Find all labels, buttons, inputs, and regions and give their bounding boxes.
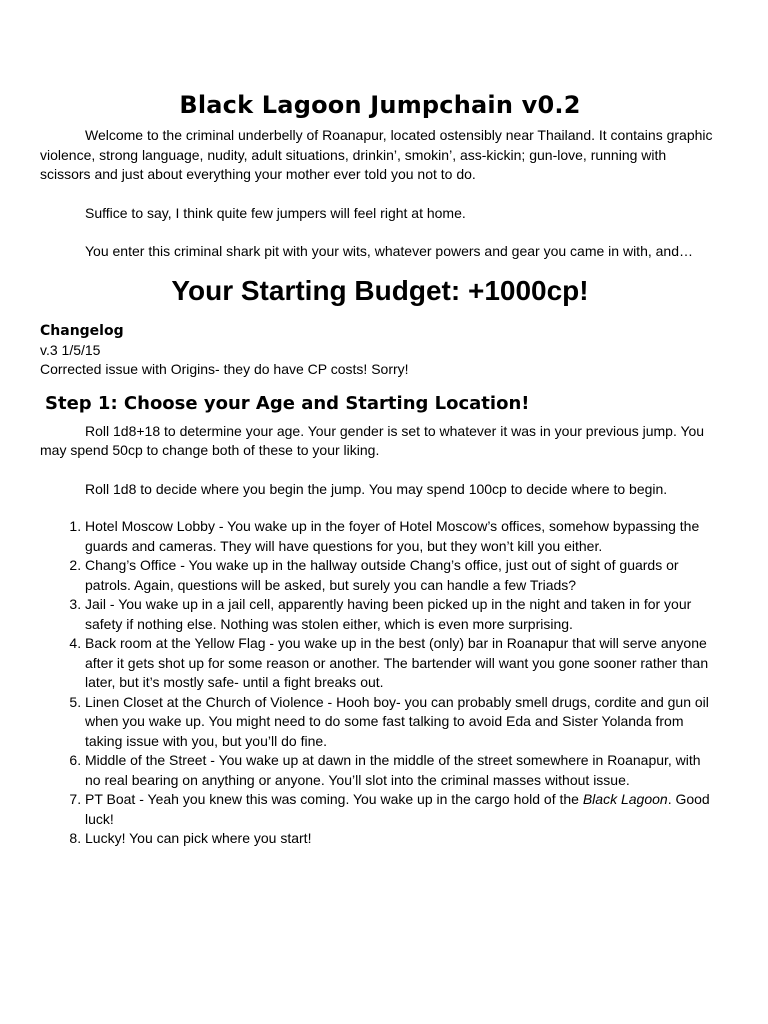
age-paragraph: Roll 1d8+18 to determine your age. Your gender is set to whatever it was in your previous jump. You may spend 50cp to change both of these to your liking. [40, 422, 705, 458]
list-item: 8. Lucky! You can pick where you start! [85, 829, 720, 849]
pt-boat-ship-name: Black Lagoon [582, 791, 668, 807]
document-page [40, 90, 720, 849]
intro-enter-paragraph: You enter this criminal shark pit with your wits, whatever powers and gear you came in with, and… [85, 243, 693, 259]
starting-location-list [40, 517, 720, 849]
spacer [40, 461, 720, 480]
list-item [85, 790, 720, 829]
location-paragraph: Roll 1d8 to decide where you begin the jump. You may spend 100cp to decide where to begin. [85, 480, 668, 497]
step1-heading: Step 1: Choose your Age and Starting Location! [45, 392, 530, 414]
pt-boat-text: PT Boat - Yeah you knew this was coming. You wake up in the cargo hold of the [85, 791, 583, 807]
list-item: 3. Jail - You wake up in a jail cell, apparently having been picked up in the night and taken in for your safety if nothing else. Nothing was stolen either, which is even more surprising. [85, 595, 720, 634]
list-item: 5. Linen Closet at the Church of Violence - Hooh boy- you can probably smell drugs, cordite and gun oil when you wake up. You might need to do some fast talking to avoid Eda and Sister Yolanda from taking issue with you, but you’ll do fine. [85, 693, 720, 752]
pt-boat-text-end: . Good luck! [85, 791, 710, 827]
starting-budget-heading: Your Starting Budget: +1000cp! [171, 274, 589, 306]
list-item: 4. Back room at the Yellow Flag - you wake up in the best (only) bar in Roanapur that will serve anyone after it gets shot up for some reason or another. The bartender will want you gone sooner rather than later, but it’s mostly safe- until a fight breaks out. [85, 634, 720, 693]
spacer [40, 185, 720, 204]
document-title: Black Lagoon Jumpchain v0.2 [179, 91, 581, 119]
spacer [40, 223, 720, 242]
changelog-version: v.3 1/5/15 [40, 341, 101, 358]
changelog-heading: Changelog [40, 322, 124, 339]
list-item: 6. Middle of the Street - You wake up at dawn in the middle of the street somewhere in Roanapur, with no real bearing on anything or anyone. You’ll slot into the criminal masses without issue. [85, 751, 720, 790]
list-item: 2. Chang’s Office - You wake up in the hallway outside Chang’s office, just out of sight of guards or patrols. Again, questions will be asked, but surely you can handle a few Triads? [85, 556, 720, 595]
changelog-note: Corrected issue with Origins- they do have CP costs! Sorry! [40, 361, 409, 377]
intro-suffice-paragraph: Suffice to say, I think quite few jumpers will feel right at home. [85, 204, 466, 221]
intro-welcome-paragraph: Welcome to the criminal underbelly of Roanapur, located ostensibly near Thailand. It contains graphic violence, strong language, nudity, adult situations, drinkin’, smokin’, ass-kickin; gun-love, running with scissors and just about everything your mother ever told you not to do. [40, 127, 713, 182]
list-item: 1. Hotel Moscow Lobby - You wake up in the foyer of Hotel Moscow’s offices, somehow bypassing the guards and cameras. They will have questions for you, but they won’t kill you either. [85, 517, 720, 556]
